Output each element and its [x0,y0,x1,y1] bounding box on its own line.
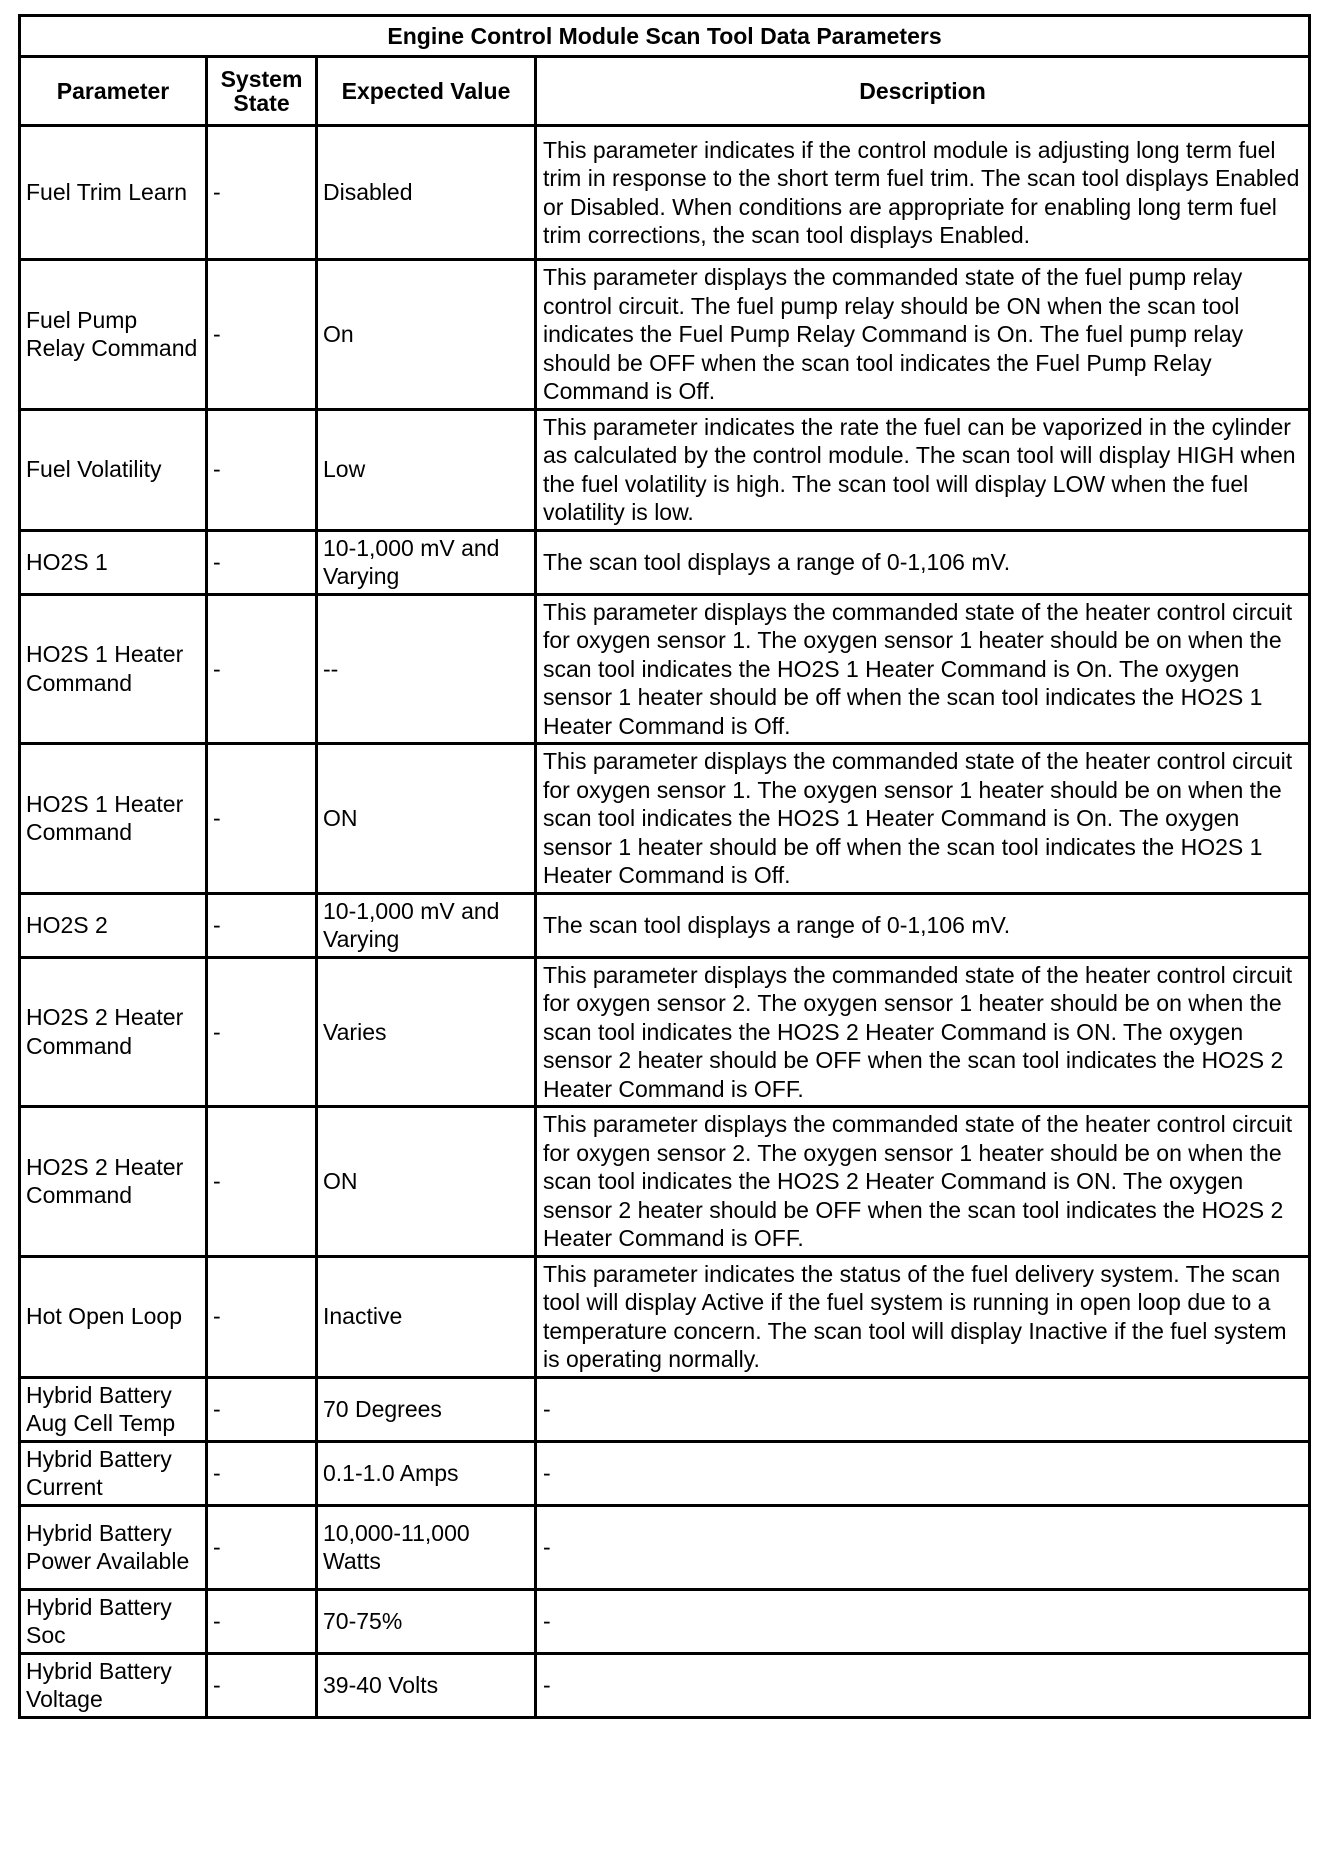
cell-expected-value: 39-40 Volts [317,1653,536,1717]
cell-expected-value: 10-1,000 mV and Varying [317,893,536,957]
cell-expected-value: Disabled [317,126,536,260]
cell-description: This parameter displays the commanded state of the fuel pump relay control circuit. The fuel pump relay should be ON when the scan tool indicates the Fuel Pump Relay Command is On. The fuel pump relay should be OFF when the scan tool indicates the Fuel Pump Relay Command is Off. [536,260,1310,410]
cell-description: - [536,1505,1310,1589]
cell-parameter: HO2S 1 [20,530,207,594]
cell-expected-value: -- [317,594,536,744]
cell-description: This parameter displays the commanded state of the heater control circuit for oxygen sensor 1. The oxygen sensor 1 heater should be on when the scan tool indicates the HO2S 1 Heater Command is On. The oxygen sensor 1 heater should be off when the scan tool indicates the HO2S 1 Heater Command is Off. [536,744,1310,894]
cell-description: - [536,1377,1310,1441]
cell-parameter: HO2S 1 Heater Command [20,594,207,744]
cell-description: This parameter indicates if the control module is adjusting long term fuel trim in response to the short term fuel trim. The scan tool displays Enabled or Disabled. When conditions are appropriate for enabling long term fuel trim corrections, the scan tool displays Enabled. [536,126,1310,260]
scan-tool-document [18,14,1308,1719]
cell-system-state: - [207,409,317,530]
cell-description: - [536,1653,1310,1717]
table-row [20,126,1310,260]
cell-system-state: - [207,1505,317,1589]
table-row [20,594,1310,744]
table-title-row [20,16,1310,57]
cell-parameter: Hybrid Battery Current [20,1441,207,1505]
table-row [20,1653,1310,1717]
cell-system-state: - [207,893,317,957]
cell-expected-value: ON [317,744,536,894]
cell-description: This parameter displays the commanded state of the heater control circuit for oxygen sensor 1. The oxygen sensor 1 heater should be on when the scan tool indicates the HO2S 1 Heater Command is On. The oxygen sensor 1 heater should be off when the scan tool indicates the HO2S 1 Heater Command is Off. [536,594,1310,744]
table-row [20,893,1310,957]
cell-parameter: HO2S 1 Heater Command [20,744,207,894]
table-row [20,1377,1310,1441]
table-title: Engine Control Module Scan Tool Data Parameters [20,16,1310,57]
cell-system-state: - [207,1441,317,1505]
scan-tool-data-table [18,14,1311,1719]
table-row [20,409,1310,530]
cell-system-state: - [207,1653,317,1717]
cell-parameter: Hybrid Battery Aug Cell Temp [20,1377,207,1441]
cell-system-state: - [207,1377,317,1441]
cell-description: This parameter indicates the rate the fuel can be vaporized in the cylinder as calculated by the control module. The scan tool will display HIGH when the fuel volatility is high. The scan tool will display LOW when the fuel volatility is low. [536,409,1310,530]
cell-expected-value: 70 Degrees [317,1377,536,1441]
cell-parameter: HO2S 2 Heater Command [20,1107,207,1257]
cell-parameter: Fuel Trim Learn [20,126,207,260]
cell-system-state: - [207,1589,317,1653]
table-body [20,126,1310,1718]
cell-description: - [536,1441,1310,1505]
header-parameter: Parameter [20,57,207,126]
table-row [20,1256,1310,1377]
cell-description: This parameter displays the commanded state of the heater control circuit for oxygen sensor 2. The oxygen sensor 1 heater should be on when the scan tool indicates the HO2S 2 Heater Command is ON. The oxygen sensor 2 heater should be OFF when the scan tool indicates the HO2S 2 Heater Command is OFF. [536,1107,1310,1257]
cell-system-state: - [207,530,317,594]
cell-expected-value: 0.1-1.0 Amps [317,1441,536,1505]
cell-expected-value: ON [317,1107,536,1257]
cell-expected-value: On [317,260,536,410]
cell-parameter: Fuel Pump Relay Command [20,260,207,410]
table-header-row [20,57,1310,126]
cell-system-state: - [207,126,317,260]
table-row [20,1505,1310,1589]
table-row [20,530,1310,594]
cell-system-state: - [207,1256,317,1377]
cell-description: The scan tool displays a range of 0-1,106 mV. [536,893,1310,957]
table-row [20,1589,1310,1653]
cell-expected-value: 10,000-11,000 Watts [317,1505,536,1589]
cell-parameter: Hybrid Battery Soc [20,1589,207,1653]
cell-expected-value: Varies [317,957,536,1107]
table-row [20,957,1310,1107]
table-row [20,1107,1310,1257]
cell-system-state: - [207,957,317,1107]
cell-description: This parameter displays the commanded state of the heater control circuit for oxygen sensor 2. The oxygen sensor 1 heater should be on when the scan tool indicates the HO2S 2 Heater Command is ON. The oxygen sensor 2 heater should be OFF when the scan tool indicates the HO2S 2 Heater Command is OFF. [536,957,1310,1107]
cell-system-state: - [207,1107,317,1257]
cell-description: This parameter indicates the status of the fuel delivery system. The scan tool will display Active if the fuel system is running in open loop due to a temperature concern. The scan tool will display Inactive if the fuel system is operating normally. [536,1256,1310,1377]
cell-description: The scan tool displays a range of 0-1,106 mV. [536,530,1310,594]
cell-description: - [536,1589,1310,1653]
cell-system-state: - [207,594,317,744]
cell-system-state: - [207,260,317,410]
header-expected-value: Expected Value [317,57,536,126]
table-row [20,1441,1310,1505]
cell-parameter: HO2S 2 Heater Command [20,957,207,1107]
cell-expected-value: 70-75% [317,1589,536,1653]
cell-parameter: Hot Open Loop [20,1256,207,1377]
table-row [20,260,1310,410]
cell-parameter: HO2S 2 [20,893,207,957]
table-row [20,744,1310,894]
cell-expected-value: Inactive [317,1256,536,1377]
cell-expected-value: 10-1,000 mV and Varying [317,530,536,594]
cell-system-state: - [207,744,317,894]
header-description: Description [536,57,1310,126]
cell-parameter: Hybrid Battery Power Available [20,1505,207,1589]
cell-parameter: Hybrid Battery Voltage [20,1653,207,1717]
cell-parameter: Fuel Volatility [20,409,207,530]
cell-expected-value: Low [317,409,536,530]
header-system-state: System State [207,57,317,126]
